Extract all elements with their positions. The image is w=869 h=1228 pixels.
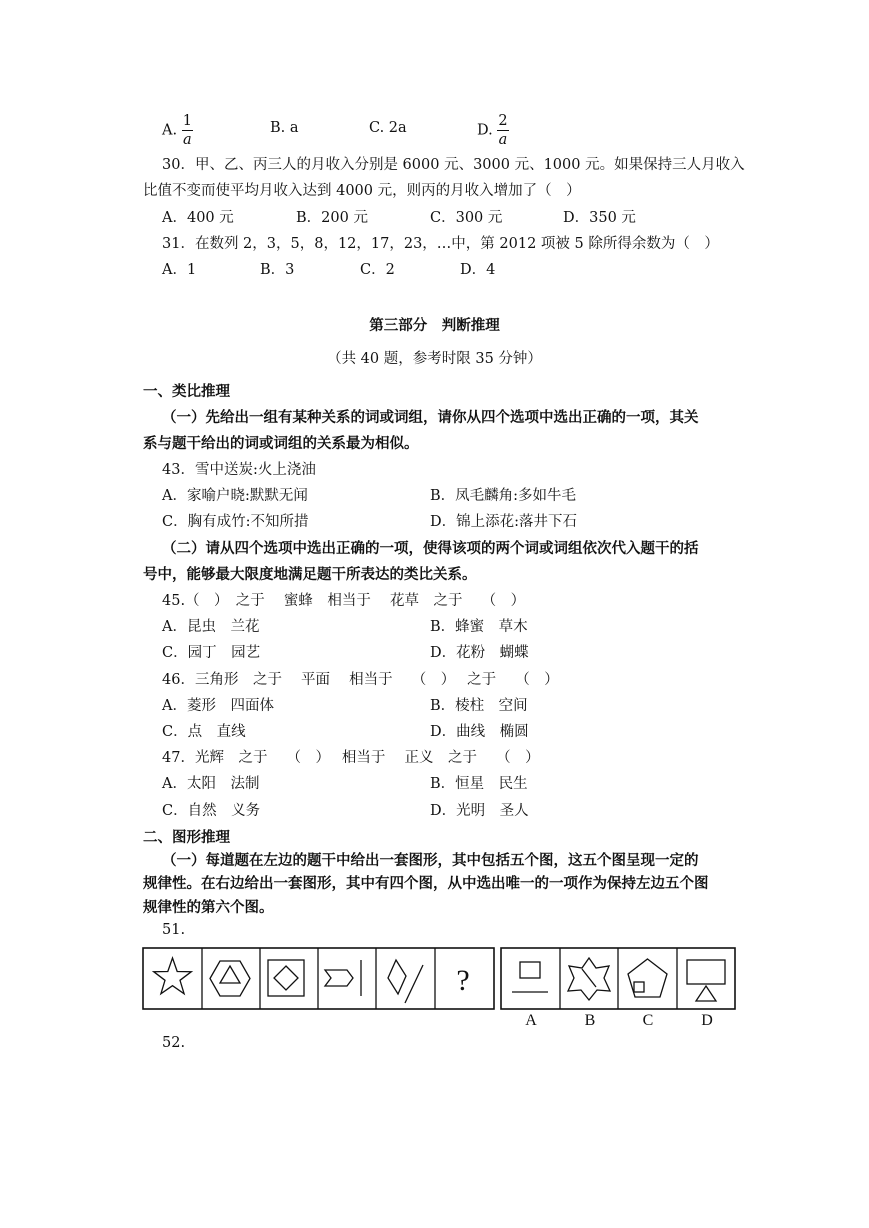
fraction-2-over-a: $\frac{2}{a}$ [498,113,508,148]
q47-stem: 47．光辉 之于 （ ） 相当于 正义 之于 （ ） [162,750,540,766]
section2-instruction-line2: 规律性。在右边给出一套图形，其中有四个图，从中选出唯一的一项作为保持左边五个图 [143,875,709,892]
part3-subtitle: （共 40 题，参考时限 35 分钟） [327,351,542,367]
q51-option-label-a: A [525,1012,537,1029]
q30-stem-line1: 30．甲、乙、丙三人的月收入分别是 6000 元、3000 元、1000 元。如果保持三人月收入 [162,157,745,173]
section1-instruction1-line2: 系与题干给出的词或词组的关系最为相似。 [143,435,419,452]
q31-option-b: B．3 [260,262,295,278]
q45-option-d: D．花粉 蝴蝶 [430,645,529,661]
q29-option-a: A. $\frac{1}{a}$ [162,113,192,148]
section1-instruction2-line1: （二）请从四个选项中选出正确的一项，使得该项的两个词或词组依次代入题干的括 [162,540,699,557]
q43-option-a: A．家喻户晓:默默无闻 [162,488,308,504]
star-icon [154,958,192,994]
section1-heading: 一、类比推理 [143,383,230,400]
arrow-pentagon-with-line-icon [325,970,353,986]
section2-instruction-line1: （一）每道题在左边的题干中给出一套图形，其中包括五个图，这五个图呈现一定的 [162,852,699,869]
q31-stem: 31．在数列 2，3，5，8，12，17，23，…中，第 2012 项被 5 除所得余数为（ ） [162,236,719,252]
parallelogram-with-slash-icon [388,960,406,994]
q30-option-c: C．300 元 [430,210,503,226]
q29-option-c: C. 2a [369,120,407,136]
section2-heading: 二、图形推理 [143,829,230,846]
option-a-figure-icon [520,962,540,978]
q31-option-d: D．4 [460,262,496,278]
q30-stem-line2: 比值不变而使平均月收入达到 4000 元，则丙的月收入增加了（ ） [143,183,581,199]
q47-option-c: C．自然 义务 [162,803,261,819]
q52-number: 52. [162,1035,186,1051]
q46-option-c: C．点 直线 [162,724,246,740]
part3-title: 第三部分 判断推理 [369,317,500,334]
q43-stem: 43．雪中送炭:火上浇油 [162,462,316,478]
section1-instruction1-line1: （一）先给出一组有某种关系的词或词组，请你从四个选项中选出正确的一项，其关 [162,409,699,426]
q47-option-a: A．太阳 法制 [162,776,260,792]
q43-option-b: B．凤毛麟角:多如牛毛 [430,488,577,504]
q47-option-d: D．光明 圣人 [430,803,529,819]
option-d-figure-icon [687,960,725,984]
q46-option-d: D．曲线 椭圆 [430,724,529,740]
q51-option-label-d: D [701,1012,713,1029]
q29-option-b: B. a [270,120,299,136]
q45-option-c: C．园丁 园艺 [162,645,261,661]
section2-instruction-line3: 规律性的第六个图。 [143,899,274,916]
q45-option-b: B．蜂蜜 草木 [430,619,528,635]
q31-option-a: A．1 [162,262,197,278]
q46-option-a: A．菱形 四面体 [162,698,274,714]
q30-option-d: D．350 元 [563,210,636,226]
q51-question-mark: ? [456,964,470,997]
fraction-1-over-a: $\frac{1}{a}$ [182,113,192,148]
q51-number: 51. [162,922,186,938]
q43-option-c: C．胸有成竹:不知所措 [162,514,309,530]
q46-option-b: B．棱柱 空间 [430,698,528,714]
q45-stem: 45.（ ） 之于 蜜蜂 相当于 花草 之于 （ ） [162,593,526,609]
section1-instruction2-line2: 号中，能够最大限度地满足题干所表达的类比关系。 [143,566,477,583]
q30-option-a: A．400 元 [162,210,234,226]
q29-option-d: D. $\frac{2}{a}$ [477,113,508,148]
q43-option-d: D．锦上添花:落井下石 [430,514,578,530]
q30-option-b: B．200 元 [296,210,368,226]
q47-option-b: B．恒星 民生 [430,776,528,792]
q51-option-label-c: C [642,1012,654,1029]
q46-stem: 46．三角形 之于 平面 相当于 （ ） 之于 （ ） [162,672,559,688]
q45-option-a: A．昆虫 兰花 [162,619,260,635]
q51-option-label-b: B [584,1012,596,1029]
q31-option-c: C．2 [360,262,395,278]
